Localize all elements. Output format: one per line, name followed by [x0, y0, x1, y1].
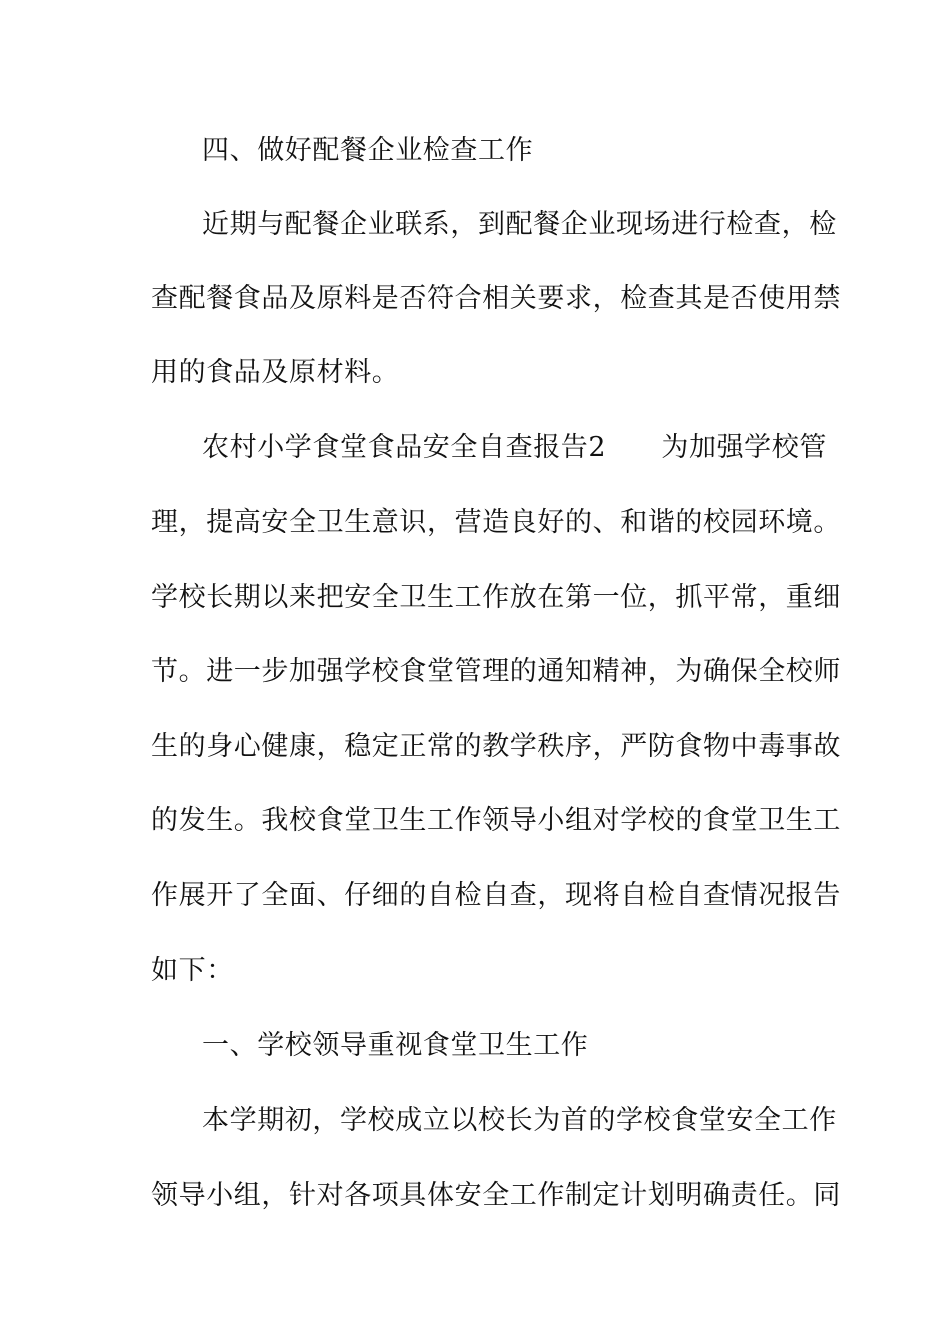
paragraph-line: 理，提高安全卫生意识，营造良好的、和谐的校园环境。: [151, 507, 841, 538]
paragraph-line: 近期与配餐企业联系，到配餐企业现场进行检查，检: [202, 209, 837, 240]
paragraph-line: 如下：: [151, 955, 234, 986]
section-heading: 四、做好配餐企业检查工作: [202, 135, 534, 166]
paragraph-line: 学校长期以来把安全卫生工作放在第一位，抓平常，重细: [151, 582, 841, 613]
paragraph-line: 生的身心健康，稳定正常的教学秩序，严防食物中毒事故: [151, 731, 841, 762]
paragraph-line: 农村小学食堂食品安全自查报告2 为加强学校管: [202, 432, 827, 463]
paragraph-line: 用的食品及原材料。: [151, 357, 400, 388]
paragraph-line: 节。进一步加强学校食堂管理的通知精神，为确保全校师: [151, 656, 841, 687]
paragraph-line: 本学期初，学校成立以校长为首的学校食堂安全工作: [202, 1105, 837, 1136]
paragraph-line: 作展开了全面、仔细的自检自查，现将自检自查情况报告: [151, 880, 841, 911]
paragraph-line: 的发生。我校食堂卫生工作领导小组对学校的食堂卫生工: [151, 805, 841, 836]
paragraph-line: 领导小组，针对各项具体安全工作制定计划明确责任。同: [151, 1180, 841, 1211]
section-heading: 一、学校领导重视食堂卫生工作: [202, 1030, 589, 1061]
paragraph-line: 查配餐食品及原料是否符合相关要求，检查其是否使用禁: [151, 283, 841, 314]
